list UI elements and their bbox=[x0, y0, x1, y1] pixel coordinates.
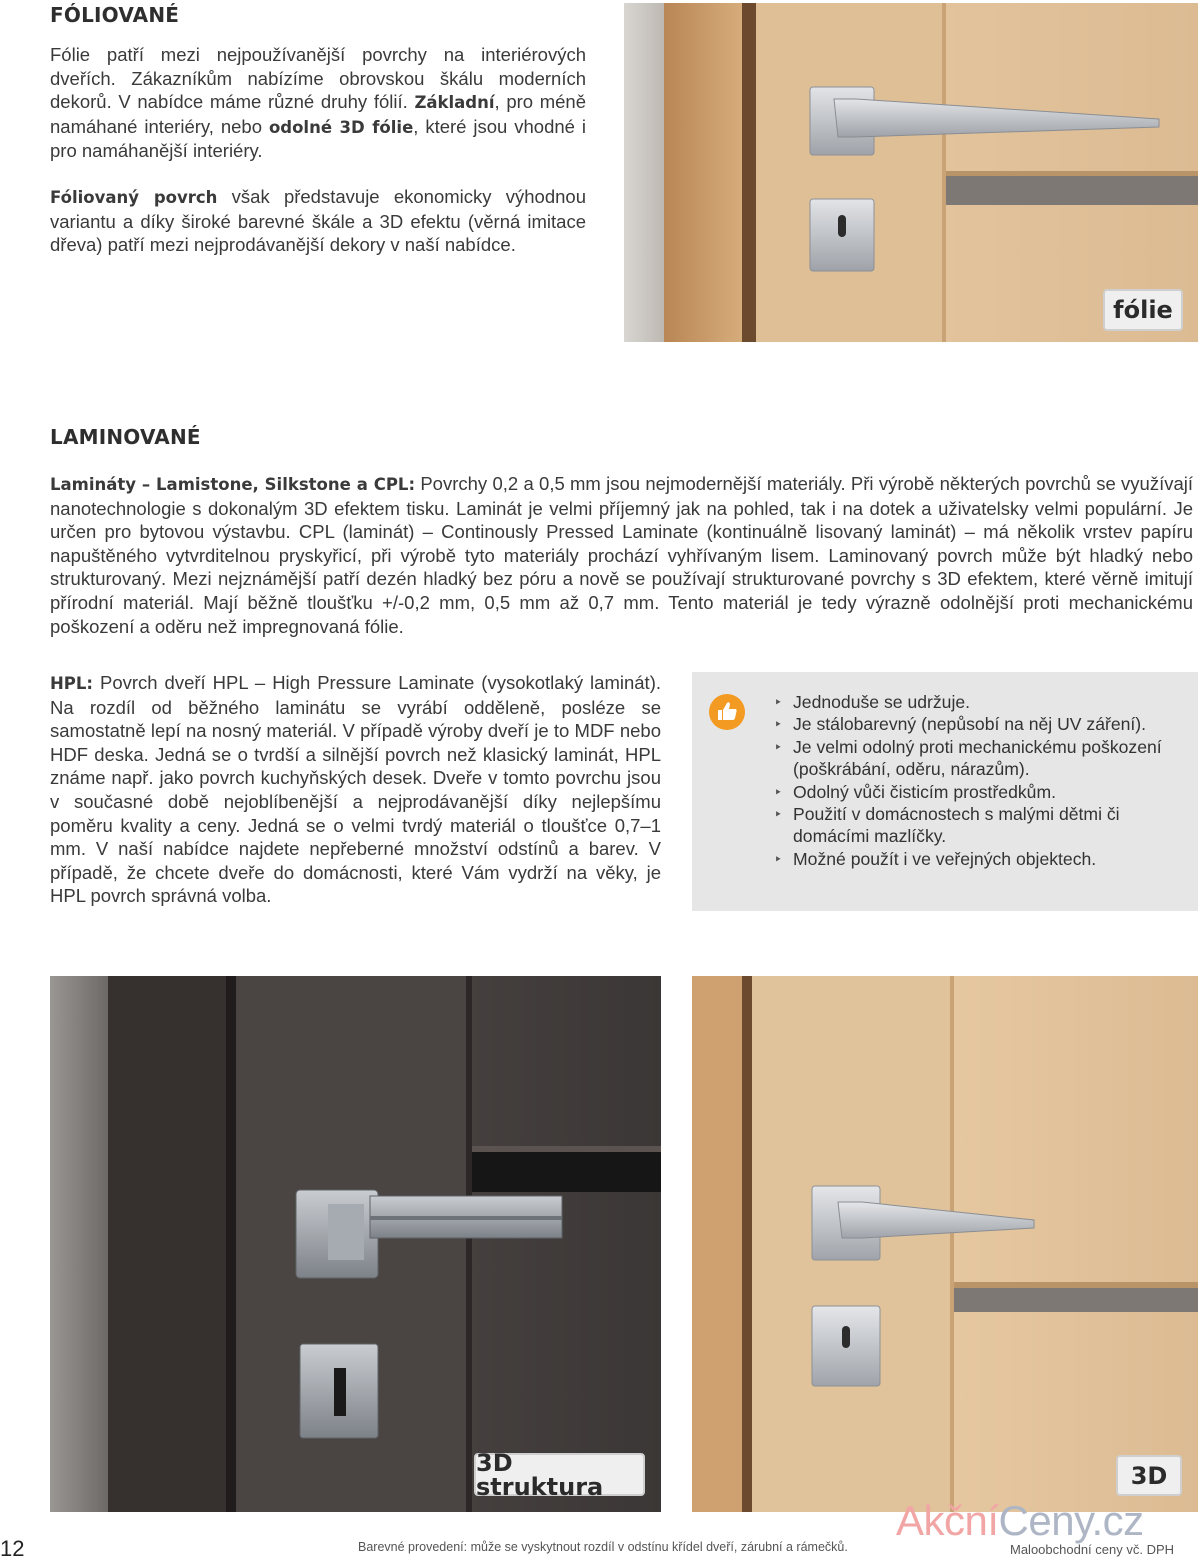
benefits-list bbox=[772, 691, 1192, 870]
color-variation-note: Barevné provedení: může se vyskytnout rozdíl v odstínu křídel dveří, zárubní a rámečků. bbox=[358, 1540, 848, 1554]
photo-tag-folie: fólie bbox=[1103, 289, 1183, 331]
photo-tag-3d-struktura: 3D struktura bbox=[474, 1453, 645, 1496]
foliovane-paragraph-1: Fólie patří mezi nejpoužívanější povrchy na interiérových dveřích. Zákazníkům nabízíme obrovskou škálu moderních dekorů. V nabídce máme různé druhy fólií. Základní, pro méně namáhané interiéry, nebo odolné 3D fólie, které jsou vhodné i pro namáhanější interiéry. bbox=[50, 44, 587, 162]
benefit-item: ‣ Jednoduše se udržuje. bbox=[772, 691, 1192, 713]
benefit-item: ‣ Použití v domácnostech s malými dětmi či domácími mazlíčky. bbox=[772, 803, 1192, 848]
door-photo-3d-struktura bbox=[50, 976, 661, 1512]
section-heading-foliovane: FÓLIOVANÉ bbox=[50, 3, 180, 27]
benefit-item: ‣ Odolný vůči čisticím prostředkům. bbox=[772, 781, 1192, 803]
door-photo-3d bbox=[692, 976, 1198, 1512]
hpl-paragraph: HPL: Povrch dveří HPL – High Pressure Laminate (vysokotlaký laminát). Na rozdíl od běžného laminátu se vyrábí odděleně, posléze se samostatně lepí na nosný materiál. V případě výroby dveří je to MDF nebo HDF deska. Jedná se o tvrdší a silnější povrch než klasický laminát, HPL známe např. jako povrch kuchyňských desek. Dveře v tomto povrchu jsou v současné době nejoblíbenější a nejprodávanější díky nejlepšímu poměru kvality a ceny. Jedná se o velmi tvrdý materiál o tloušťce 0,7–1 mm. V naší nabídce najdete nepřeberné množství odstínů a barev. V případě, že chcete dveře do domácnosti, které Vám vydrží na věky, je HPL povrch správná volba. bbox=[50, 672, 661, 907]
benefit-item: ‣ Je velmi odolný proti mechanickému poškození (poškrábání, oděru, nárazům). bbox=[772, 736, 1192, 781]
site-watermark: AkčníCeny.cz bbox=[896, 1497, 1144, 1544]
retail-prices-note: Maloobchodní ceny vč. DPH bbox=[1010, 1542, 1175, 1557]
door-handle-image bbox=[692, 976, 1198, 1512]
benefits-box bbox=[692, 672, 1198, 911]
page-number: 12 bbox=[0, 1536, 25, 1559]
benefit-item: ‣ Je stálobarevný (nepůsobí na něj UV záření). bbox=[772, 713, 1192, 735]
photo-tag-3d: 3D bbox=[1116, 1455, 1182, 1496]
foliovane-paragraph-2: Fóliovaný povrch však představuje ekonomicky výhodnou variantu a díky široké barevné škále a 3D efektu (věrná imitace dřeva) patří mezi nejprodávanější dekory v naší nabídce. bbox=[50, 186, 586, 256]
door-handle-image bbox=[50, 976, 661, 1512]
benefit-item: ‣ Možné použít i ve veřejných objektech. bbox=[772, 848, 1192, 870]
thumbs-up-icon bbox=[709, 694, 745, 730]
section-heading-laminovane: LAMINOVANÉ bbox=[50, 425, 201, 449]
laminovane-paragraph: Lamináty – Lamistone, Silkstone a CPL: Povrchy 0,2 a 0,5 mm jsou nejmodernější materiály. Při výrobě některých povrchů se využívají nanotechnologie s dokonalým 3D efektem tisku. Laminát je velmi příjemný jak na pohled, tak i na dotek a uživatelsky velmi populární. Je určen pro bytovou výstavbu. CPL (laminát) – Continously Pressed Laminate (kontinuálně lisovaný laminát) – má několik vrstev papíru napuštěného vytvrditelnou pryskyřicí, při výrobě tyto materiály prochází vyhřívaným lisem. Laminovaný povrch může být hladký nebo strukturovaný. Mezi nejznámější patří dezén hladký bez póru a nově se používají strukturované povrchy s 3D efektem, které věrně imitují přírodní materiál. Mají běžně tloušťku +/-0,2 mm, 0,5 mm až 0,7 mm. Tento materiál je tedy výrazně odolnější proti mechanickému poškození a oděru než impregnovaná fólie. bbox=[50, 473, 1194, 637]
